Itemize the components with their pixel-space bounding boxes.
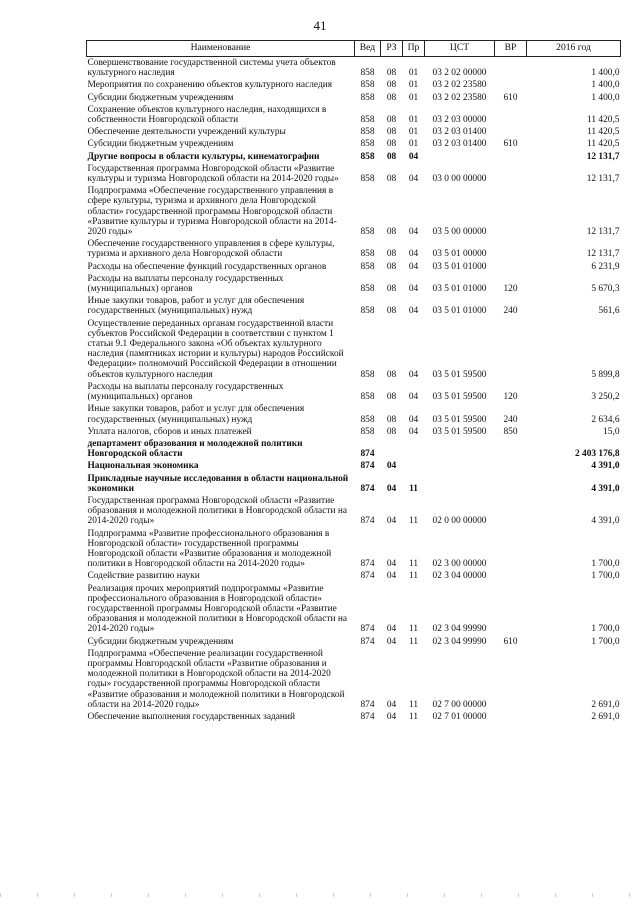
header-name: Наименование xyxy=(87,41,355,57)
row-rz: 04 xyxy=(386,483,397,494)
row-name: Уплата налогов, сборов и иных платежей xyxy=(87,426,252,437)
header-year: 2016 год xyxy=(527,41,621,57)
row-pr: 04 xyxy=(408,261,419,272)
row-cst xyxy=(425,438,495,460)
row-vr: 120 xyxy=(503,284,518,295)
row-ved: 858 xyxy=(360,369,375,380)
row-name: Обеспечение деятельности учреждений культуры xyxy=(87,127,286,138)
row-ved: 858 xyxy=(360,306,375,317)
table-row xyxy=(87,636,621,648)
row-name: Государственная программа Новгородской области «Развитие культуры и туризма Новгородской области на 2014-2020 годы» xyxy=(87,163,339,185)
page-number: 41 xyxy=(313,18,327,33)
scan-artifact-line xyxy=(0,893,640,897)
row-rz: 04 xyxy=(386,559,397,570)
table-row xyxy=(87,473,621,495)
row-rz: 08 xyxy=(386,249,397,260)
table-row xyxy=(87,583,621,636)
row-vr xyxy=(495,151,527,163)
row-vr xyxy=(495,126,527,138)
row-rz: 08 xyxy=(386,306,397,317)
row-rz: 04 xyxy=(386,461,397,472)
header-ved: Вед xyxy=(355,41,381,57)
table-row xyxy=(87,163,621,185)
row-rz: 08 xyxy=(386,369,397,380)
row-name: Национальная экономика xyxy=(87,461,199,472)
header-vr: ВР xyxy=(495,41,527,57)
row-name: Содействие развитию науки xyxy=(87,571,200,582)
row-vr: 850 xyxy=(503,426,518,437)
table-row xyxy=(87,381,621,403)
row-sum: 4 391,0 xyxy=(591,516,620,527)
row-vr: 610 xyxy=(503,92,518,103)
row-vr xyxy=(495,473,527,495)
row-rz: 08 xyxy=(386,127,397,138)
row-cst: 03 5 01 01000 xyxy=(432,261,487,272)
row-name: Иные закупки товаров, работ и услуг для обеспечения государственных (муниципальных) нужд xyxy=(87,296,305,317)
row-rz: 08 xyxy=(386,174,397,185)
row-vr xyxy=(495,261,527,273)
table-row xyxy=(87,460,621,472)
row-sum: 2 691,0 xyxy=(591,711,620,722)
row-sum: 1 700,0 xyxy=(591,636,620,647)
row-pr: 04 xyxy=(408,392,419,403)
table-row xyxy=(87,261,621,273)
row-sum: 1 400,0 xyxy=(591,92,620,103)
row-rz: 08 xyxy=(386,80,397,91)
row-rz: 08 xyxy=(386,227,397,238)
row-rz xyxy=(381,438,403,460)
row-name: Государственная программа Новгородской области «Развитие образования и молодежной политики в Новгородской области на 2014-2020 годы» xyxy=(87,495,348,527)
row-vr: 240 xyxy=(503,414,518,425)
row-ved: 858 xyxy=(360,151,375,162)
row-sum: 561,6 xyxy=(598,306,620,317)
row-sum: 12 131,7 xyxy=(586,227,620,238)
table-row xyxy=(87,185,621,238)
row-name: Иные закупки товаров, работ и услуг для обеспечения государственных (муниципальных) нужд xyxy=(87,404,305,425)
row-cst: 02 3 00 00000 xyxy=(432,559,487,570)
row-ved: 858 xyxy=(360,261,375,272)
row-cst: 03 2 02 23580 xyxy=(432,80,487,91)
row-ved: 874 xyxy=(360,483,375,494)
row-sum: 2 634,6 xyxy=(591,414,620,425)
row-rz: 08 xyxy=(386,414,397,425)
row-ved: 858 xyxy=(360,392,375,403)
row-ved: 858 xyxy=(360,68,375,79)
table-header-row xyxy=(87,41,621,57)
row-pr: 11 xyxy=(408,559,419,570)
table-row xyxy=(87,438,621,460)
row-name: Подпрограмма «Обеспечение реализации государственной программы Новгородской области «Развитие образования и молодежной политики в Новгородской области на 2014-2020 годы» государственной программы Новгородской области «Развитие образования и молодежной политики в Новгородской области на 2014-2020 годы» xyxy=(87,648,345,710)
row-cst: 02 7 01 00000 xyxy=(432,711,487,722)
row-cst: 02 3 04 99990 xyxy=(432,624,487,635)
row-sum: 2 691,0 xyxy=(591,699,620,710)
row-pr: 01 xyxy=(408,127,419,138)
row-sum: 12 131,7 xyxy=(586,151,620,162)
row-name: Другие вопросы в области культуры, кинематографии xyxy=(87,151,320,162)
table-row xyxy=(87,57,621,80)
row-ved: 874 xyxy=(360,516,375,527)
row-cst: 03 5 01 59500 xyxy=(432,426,487,437)
row-sum: 2 403 176,8 xyxy=(574,449,620,460)
row-name: департамент образования и молодежной политики Новгородской области xyxy=(87,438,303,460)
row-ved: 874 xyxy=(360,636,375,647)
row-vr: 120 xyxy=(503,392,518,403)
row-sum: 4 391,0 xyxy=(591,461,620,472)
row-vr xyxy=(495,528,527,571)
row-cst: 03 5 01 00000 xyxy=(432,249,487,260)
row-sum: 5 899,8 xyxy=(591,369,620,380)
row-ved: 874 xyxy=(360,624,375,635)
row-ved: 858 xyxy=(360,139,375,150)
row-name: Мероприятия по сохранению объектов культурного наследия xyxy=(87,80,333,91)
row-pr: 01 xyxy=(408,92,419,103)
row-ved: 858 xyxy=(360,92,375,103)
row-pr xyxy=(403,438,425,460)
row-ved: 858 xyxy=(360,249,375,260)
row-cst: 02 3 04 99990 xyxy=(432,636,487,647)
row-vr xyxy=(495,318,527,381)
row-sum: 1 700,0 xyxy=(591,559,620,570)
row-ved: 858 xyxy=(360,426,375,437)
row-name: Подпрограмма «Развитие профессионального образования в Новгородской области» государственной программы Новгородской области «Развитие образования и молодежной политики в Новгородской области на 2014-2020 годы» xyxy=(87,528,332,570)
row-sum: 1 700,0 xyxy=(591,571,620,582)
row-sum: 11 420,5 xyxy=(587,115,620,126)
row-pr: 04 xyxy=(408,249,419,260)
row-sum: 5 670,3 xyxy=(591,284,620,295)
row-cst xyxy=(425,151,495,163)
row-cst: 03 5 00 00000 xyxy=(432,227,487,238)
row-vr xyxy=(495,185,527,238)
row-vr xyxy=(495,438,527,460)
row-name: Сохранение объектов культурного наследия, находящихся в собственности Новгородской области xyxy=(87,104,327,126)
row-vr xyxy=(495,238,527,260)
row-name: Расходы на обеспечение функций государственных органов xyxy=(87,261,327,272)
row-ved: 874 xyxy=(360,449,375,460)
row-ved: 858 xyxy=(360,227,375,238)
row-sum: 11 420,5 xyxy=(587,127,620,138)
row-pr: 01 xyxy=(408,80,419,91)
row-cst: 03 5 01 01000 xyxy=(432,306,487,317)
row-pr: 04 xyxy=(408,426,419,437)
row-pr: 04 xyxy=(408,414,419,425)
row-vr xyxy=(495,583,527,636)
row-ved: 858 xyxy=(360,284,375,295)
row-pr: 11 xyxy=(408,516,419,527)
row-sum: 11 420,5 xyxy=(587,139,620,150)
row-ved: 874 xyxy=(360,559,375,570)
table-row xyxy=(87,528,621,571)
row-pr: 04 xyxy=(408,284,419,295)
row-ved: 858 xyxy=(360,127,375,138)
row-rz: 08 xyxy=(386,426,397,437)
row-pr: 04 xyxy=(408,227,419,238)
row-cst: 03 5 01 59500 xyxy=(432,369,487,380)
row-ved: 874 xyxy=(360,699,375,710)
table-body xyxy=(87,57,621,724)
row-name: Совершенствование государственной системы учета объектов культурного наследия xyxy=(87,58,336,79)
row-name: Подпрограмма «Обеспечение государственного управления в сфере культуры, туризма и архивного дела Новгородской области» государственной программы Новгородской области «Развитие культуры и туризма Новгородской области на 2014-2020 годы» xyxy=(87,186,337,238)
row-sum: 6 231,9 xyxy=(591,261,620,272)
row-cst: 02 7 00 00000 xyxy=(432,699,487,710)
row-vr xyxy=(495,648,527,711)
table-row xyxy=(87,273,621,295)
table-row xyxy=(87,126,621,138)
row-sum: 15,0 xyxy=(603,426,620,437)
table-row xyxy=(87,648,621,711)
row-rz: 08 xyxy=(386,68,397,79)
row-name: Субсидии бюджетным учреждениям xyxy=(87,636,234,647)
row-name: Обеспечение государственного управления в сфере культуры, туризма и архивного дела Новгородской области xyxy=(87,239,335,260)
row-name: Прикладные научные исследования в области национальной экономики xyxy=(87,473,349,494)
table-row xyxy=(87,318,621,381)
table-row xyxy=(87,92,621,104)
table-row xyxy=(87,495,621,528)
table-row xyxy=(87,295,621,317)
row-name: Реализация прочих мероприятий подпрограммы «Развитие профессионального образования в Новгородской области» государственной программы Новгородской области «Развитие образования и молодежной политики в Новгородской области на 2014-2020 годы» xyxy=(87,583,348,635)
row-pr: 11 xyxy=(408,624,419,635)
row-cst: 03 2 03 00000 xyxy=(432,115,487,126)
row-pr: 01 xyxy=(408,139,419,150)
row-pr: 01 xyxy=(408,115,419,126)
header-pr: Пр xyxy=(403,41,425,57)
row-vr: 610 xyxy=(503,636,518,647)
row-vr xyxy=(495,570,527,582)
row-rz: 04 xyxy=(386,711,397,722)
row-sum: 1 700,0 xyxy=(591,624,620,635)
row-vr: 240 xyxy=(503,306,518,317)
row-pr: 11 xyxy=(408,711,419,722)
row-vr xyxy=(495,711,527,723)
table-row xyxy=(87,138,621,150)
budget-table xyxy=(86,40,621,723)
row-pr: 04 xyxy=(408,174,419,185)
row-ved: 874 xyxy=(360,461,375,472)
row-pr: 11 xyxy=(408,636,419,647)
row-cst: 03 2 03 01400 xyxy=(432,139,487,150)
row-rz: 08 xyxy=(386,139,397,150)
row-sum: 12 131,7 xyxy=(586,174,620,185)
row-rz: 08 xyxy=(386,151,397,162)
table-row xyxy=(87,570,621,582)
row-rz: 08 xyxy=(386,284,397,295)
header-rz: РЗ xyxy=(381,41,403,57)
row-vr xyxy=(495,495,527,528)
row-ved: 858 xyxy=(360,414,375,425)
row-name: Расходы на выплаты персоналу государственных (муниципальных) органов xyxy=(87,273,284,295)
row-cst: 02 3 04 00000 xyxy=(432,571,487,582)
row-ved: 858 xyxy=(360,115,375,126)
row-name: Субсидии бюджетным учреждениям xyxy=(87,92,234,103)
row-ved: 874 xyxy=(360,711,375,722)
row-sum: 1 400,0 xyxy=(591,68,620,79)
row-pr: 04 xyxy=(408,369,419,380)
row-cst: 03 5 01 01000 xyxy=(432,284,487,295)
row-ved: 858 xyxy=(360,80,375,91)
table-row xyxy=(87,403,621,425)
row-rz: 04 xyxy=(386,516,397,527)
row-cst: 03 5 01 59500 xyxy=(432,392,487,403)
row-cst xyxy=(425,473,495,495)
row-pr xyxy=(403,460,425,472)
row-rz: 08 xyxy=(386,115,397,126)
header-cst: ЦСТ xyxy=(425,41,495,57)
row-pr: 04 xyxy=(408,151,419,162)
table-row xyxy=(87,426,621,438)
row-sum: 4 391,0 xyxy=(591,483,620,494)
row-rz: 04 xyxy=(386,636,397,647)
row-cst: 03 2 02 23580 xyxy=(432,92,487,103)
table-row xyxy=(87,711,621,723)
row-pr: 11 xyxy=(408,699,419,710)
row-cst: 03 5 01 59500 xyxy=(432,414,487,425)
row-rz: 08 xyxy=(386,92,397,103)
row-pr: 04 xyxy=(408,306,419,317)
table-row xyxy=(87,79,621,91)
row-ved: 858 xyxy=(360,174,375,185)
row-cst: 02 0 00 00000 xyxy=(432,516,487,527)
row-cst xyxy=(425,460,495,472)
row-cst: 03 2 03 01400 xyxy=(432,127,487,138)
row-sum: 3 250,2 xyxy=(591,392,620,403)
table-row xyxy=(87,151,621,163)
row-ved: 874 xyxy=(360,571,375,582)
row-name: Расходы на выплаты персоналу государственных (муниципальных) органов xyxy=(87,381,284,403)
row-sum: 12 131,7 xyxy=(586,249,620,260)
row-name: Осуществление переданных органам государственной власти субъектов Российской Федерации в соответствии с пунктом 1 статьи 9.1 Федерального закона «Об объектах культурного наследия (памятниках истории и культуры) народов Российской Федерации» полномочий Российской Федерации в отношении объектов культурного наследия xyxy=(87,318,344,380)
row-vr xyxy=(495,163,527,185)
table-row xyxy=(87,238,621,260)
row-rz: 04 xyxy=(386,571,397,582)
row-sum: 1 400,0 xyxy=(591,80,620,91)
row-vr xyxy=(495,460,527,472)
row-pr: 11 xyxy=(408,571,419,582)
row-name: Субсидии бюджетным учреждениям xyxy=(87,139,234,150)
row-rz: 04 xyxy=(386,699,397,710)
row-vr xyxy=(495,57,527,80)
row-cst: 03 0 00 00000 xyxy=(432,174,487,185)
row-rz: 08 xyxy=(386,392,397,403)
row-vr xyxy=(495,104,527,126)
row-vr: 610 xyxy=(503,139,518,150)
table-row xyxy=(87,104,621,126)
row-pr: 01 xyxy=(408,68,419,79)
row-vr xyxy=(495,79,527,91)
row-cst: 03 2 02 00000 xyxy=(432,68,487,79)
row-rz: 04 xyxy=(386,624,397,635)
row-pr: 11 xyxy=(409,483,418,494)
row-name: Обеспечение выполнения государственных заданий xyxy=(87,711,295,722)
row-rz: 08 xyxy=(386,261,397,272)
